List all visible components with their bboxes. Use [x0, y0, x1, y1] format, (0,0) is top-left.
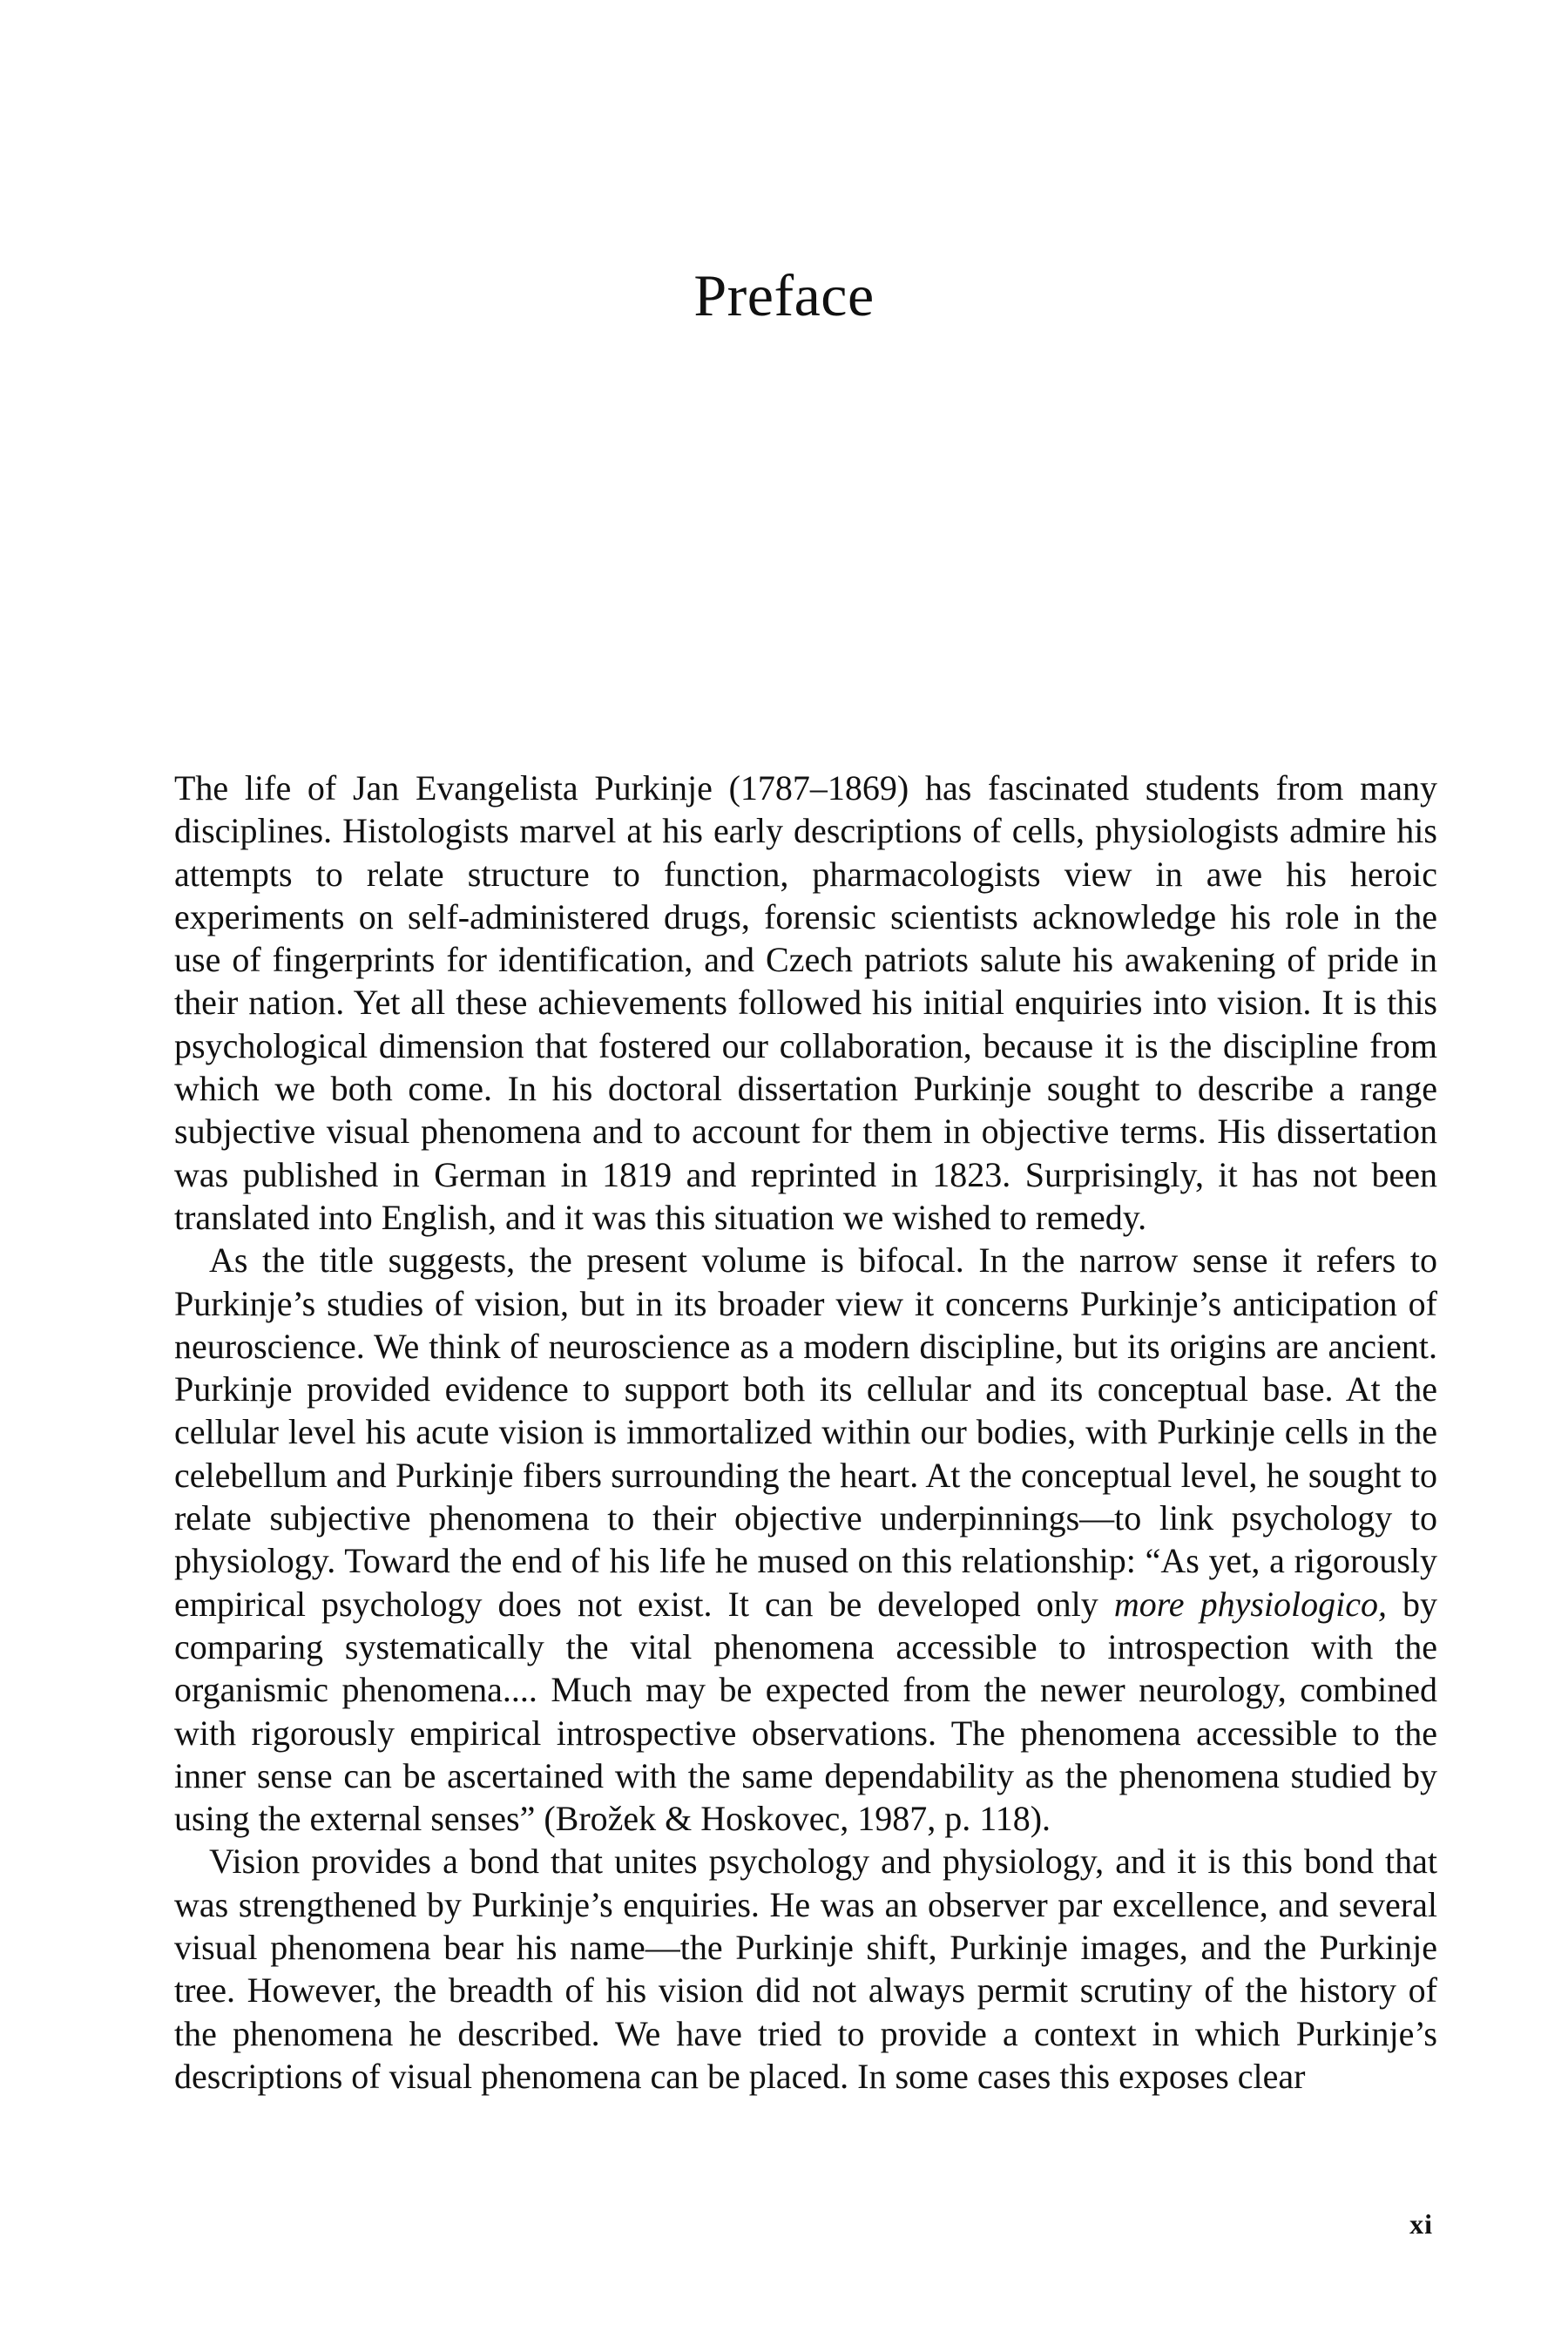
paragraph-2-text-continued: by comparing systematically the vital phenomena accessible to introspection with the organismic phenomena.... Much may be expected from the newer neurology, combined with rigorously empirical introspective observations. The phenomena accessible to the inner sense can be ascertained with the same dependability as the phenomena studied by using the external senses” (Brožek & Hoskovec, 1987, p. 118). [174, 1584, 1438, 1839]
paragraph-3 [174, 1840, 1437, 2098]
paragraph-1 [174, 767, 1437, 1239]
paragraph-1-text: The life of Jan Evangelista Purkinje (1787–1869) has fascinated students from many disciplines. Histologists marvel at his early descriptions of cells, physiologists admire his attempts to relate structure to function, pharmacologists view in awe his heroic experiments on self-administered drugs, forensic scientists acknowledge his role in the use of fingerprints for identification, and Czech patriots salute his awakening of pride in their nation. Yet all these achievements followed his initial enquiries into vision. It is this psychological dimension that fostered our collaboration, because it is the discipline from which we both come. In his doctoral dissertation Purkinje sought to describe a range subjective visual phenomena and to account for them in objective terms. His dissertation was published in German in 1819 and reprinted in 1823. Surprisingly, it has not been translated into English, and it was this situation we wished to remedy. [174, 768, 1437, 1237]
paragraph-2 [174, 1239, 1437, 1840]
paragraph-3-text: Vision provides a bond that unites psychology and physiology, and it is this bond that was strengthened by Purkinje’s enquiries. He was an observer par excellence, and several visual phenomena bear his name—the Purkinje shift, Purkinje images, and the Purkinje tree. However, the breadth of his vision did not always permit scrutiny of the history of the phenomena he described. We have tried to provide a context in which Purkinje’s descriptions of visual phenomena can be placed. In some cases this exposes clear [174, 1842, 1437, 2096]
page-number: xi [1409, 2208, 1433, 2240]
page-title: Preface [693, 262, 875, 328]
body-text [174, 767, 1437, 2098]
paragraph-2-italic-term: more physiologico, [1113, 1584, 1387, 1624]
paragraph-2-text: As the title suggests, the present volume is bifocal. In the narrow sense it refers to Purkinje’s studies of vision, but in its broader view it concerns Purkinje’s anticipation of neuroscience. We think of neuroscience as a modern discipline, but its origins are ancient. Purkinje provided evidence to support both its cellular and its conceptual base. At the cellular level his acute vision is immortalized within our bodies, with Purkinje cells in the celebellum and Purkinje fibers surrounding the heart. At the conceptual level, he sought to relate subjective phenomena to their objective underpinnings—to link psychology to physiology. Toward the end of his life he mused on this relationship: “As yet, a rigorously empirical psychology does not exist. It can be developed only [174, 1240, 1437, 1624]
